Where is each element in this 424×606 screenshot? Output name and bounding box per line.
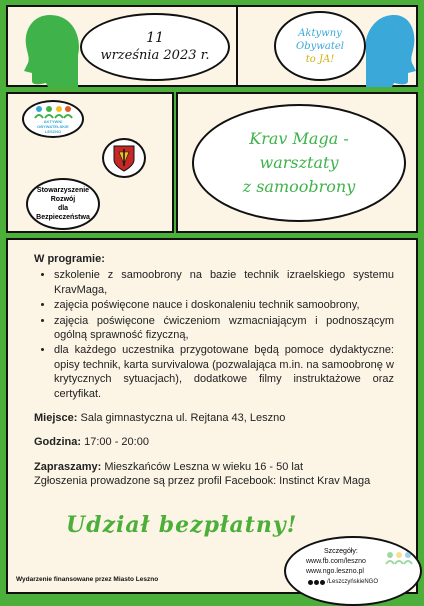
place-line	[34, 411, 394, 425]
title-bubble	[192, 104, 406, 222]
free-participation: Udział bezpłatny!	[66, 512, 298, 538]
program-heading: W programie:	[34, 253, 105, 265]
aktywni-logo-bubble	[22, 100, 84, 138]
contact-social-row	[308, 579, 378, 585]
contact-www-link[interactable]: www.ngo.leszno.pl	[306, 568, 364, 575]
crest-bubble	[102, 138, 146, 178]
time-value: 17:00 - 20:00	[84, 436, 149, 449]
date-bubble	[80, 13, 230, 81]
contact-fb-link[interactable]: www.fb.com/leszno	[306, 558, 366, 565]
time-line	[34, 435, 394, 449]
org-line2: Rozwój	[50, 196, 76, 203]
slogan-line3: to JA!	[305, 53, 335, 65]
invite-value: Mieszkańców Leszna w wieku 16 - 50 lat	[104, 460, 304, 473]
slogan-bubble	[274, 11, 366, 81]
title-panel	[176, 92, 418, 233]
aktywni-watermark-icon	[384, 550, 414, 572]
logos-panel	[6, 92, 174, 233]
invite-label: Zapraszamy:	[34, 460, 102, 473]
time-label: Godzina:	[34, 436, 82, 449]
title-line2: warsztaty	[259, 153, 339, 172]
program-item: • dla każdego uczestnika przygotowane będą pomoce dydaktyczne: opisy technik, karta survivalowa (pozwalająca m.in. na samoobronę w krytycznych sytuacjach), dodatkowe filmy instruktażowe oraz certyfikat.	[54, 343, 394, 401]
aktywni-people-icon	[33, 105, 73, 119]
head-silhouette-right-icon	[366, 9, 418, 87]
head-silhouette-left-icon	[20, 9, 80, 87]
funding-note: Wydarzenie finansowane przez Miasto Leszno	[16, 576, 159, 583]
org-line1: Stowarzyszenie	[36, 187, 90, 194]
contact-bubble	[284, 536, 422, 606]
place-label: Miejsce:	[34, 412, 78, 425]
program-list	[34, 268, 394, 401]
content-panel	[6, 238, 418, 594]
header-left-panel	[6, 5, 244, 87]
youtube-icon[interactable]	[320, 580, 325, 585]
contact-social-handle: /LeszczyńskieNGO	[327, 579, 379, 585]
place-value: Sala gimnastyczna ul. Rejtana 43, Leszno	[80, 412, 286, 425]
instagram-icon[interactable]	[314, 580, 319, 585]
org-line3: dla	[57, 205, 69, 212]
title-line3: z samoobrony	[242, 177, 356, 196]
program-item: • szkolenie z samoobrony na bazie technik izraelskiego systemu KravMaga,	[54, 268, 394, 297]
org-line4: Bezpieczeństwa	[36, 214, 90, 221]
slogan-line1: Aktywny	[298, 27, 342, 39]
leszno-crest-icon	[112, 144, 136, 172]
date-day: 11	[146, 30, 164, 46]
date-month-year: września 2023 r.	[100, 48, 210, 63]
aktywni-logo-label: AKTYWNI OBYWATELSKIE LESZNO	[37, 118, 69, 134]
title-line1: Krav Maga -	[249, 129, 349, 148]
program-item: • zajęcia poświęcone ćwiczeniom wzmacniającym i podnoszącym ogólną sprawność fizyczną,	[54, 314, 394, 343]
contact-heading: Szczegóły:	[324, 548, 358, 555]
header-right-panel	[236, 5, 418, 87]
organization-bubble	[26, 178, 100, 230]
registration-line: Zgłoszenia prowadzone są przez profil Facebook: Instinct Krav Maga	[34, 475, 371, 488]
program-section	[34, 252, 394, 489]
invite-line	[34, 460, 394, 474]
slogan-line2: Obywatel	[296, 40, 344, 52]
facebook-icon[interactable]	[308, 580, 313, 585]
program-item: • zajęcia poświęcone nauce i doskonaleniu technik samoobrony,	[54, 298, 394, 312]
